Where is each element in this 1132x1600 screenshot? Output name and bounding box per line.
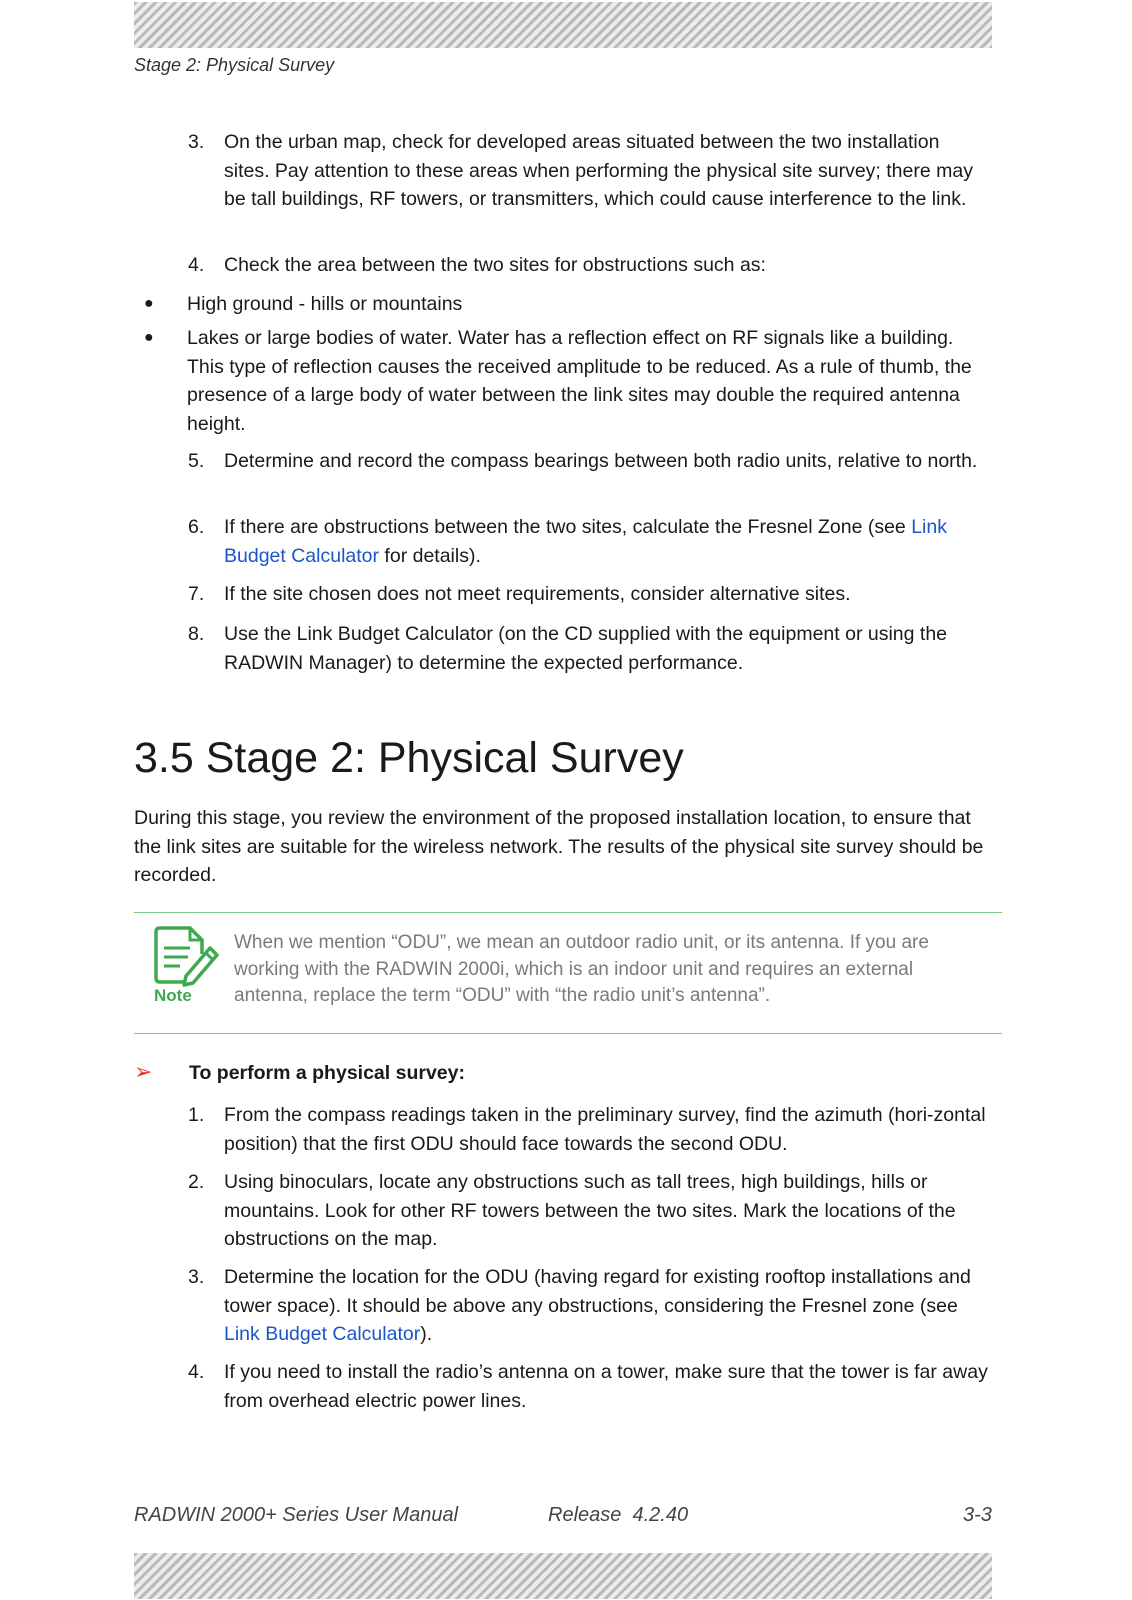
list-item [188,1168,988,1254]
list-number: 8. [188,623,205,645]
note-icon [150,924,222,1004]
bullet-icon: ● [144,329,154,346]
list-text-part: If there are obstructions between the two sites, calculate the Fresnel Zone (see [224,516,912,538]
list-item [188,1101,988,1158]
list-text-part: Determine the location for the ODU (having regard for existing rooftop installations and tower space). It should be above any obstructions, considering the Fresnel zone (see [224,1266,971,1317]
procedure-title-text: To perform a physical survey: [189,1062,465,1084]
list-number: 3. [188,131,205,153]
link-budget-calculator-link[interactable]: Link Budget Calculator [224,1323,421,1345]
section-heading: 3.5 Stage 2: Physical Survey [134,734,684,782]
list-number: 5. [188,450,205,472]
list-number: 4. [188,1361,205,1383]
list-number: 3. [188,1266,205,1288]
list-item [188,620,988,677]
list-item [188,128,988,214]
list-item [188,580,988,609]
running-header: Stage 2: Physical Survey [134,55,335,75]
note-divider [134,912,1002,913]
list-number: 1. [188,1104,205,1126]
list-text-part: ). [420,1323,433,1345]
list-text: If the site chosen does not meet requirements, consider alternative sites. [224,583,851,605]
footer-release: Release 4.2.40 [548,1504,689,1526]
list-number: 7. [188,583,205,605]
footer-hatch-bar [134,1553,992,1599]
list-number: 6. [188,516,205,538]
note-divider [134,1033,1002,1034]
list-text: On the urban map, check for developed areas situated between the two installation sites. Pay attention to these areas when performing the physical site survey; there may be tall buildings, RF towers, or transmitters, which could cause interference to the link. [224,131,973,210]
bullet-text: Lakes or large bodies of water. Water has a reflection effect on RF signals like a building. This type of reflection causes the received amplitude to be reduced. As a rule of thumb, the presence of a large body of water between the link sites may double the required antenna height. [187,327,972,435]
note-text: When we mention “ODU”, we mean an outdoor radio unit, or its antenna. If you are working with the RADWIN 2000i, which is an indoor unit and requires an external antenna, replace the term “ODU” with “the radio unit’s antenna”. [234,932,929,1006]
list-item [188,251,988,280]
footer-manual-title: RADWIN 2000+ Series User Manual [134,1504,459,1526]
note-label: Note [154,986,192,1004]
header-hatch-bar [134,2,992,48]
list-text: If you need to install the radio’s antenna on a tower, make sure that the tower is far away from overhead electric power lines. [224,1361,988,1412]
section-intro: During this stage, you review the environment of the proposed installation location, to ensure that the link sites are suitable for the wireless network. The results of the physical site survey should be recorded. [134,807,984,886]
list-text: From the compass readings taken in the preliminary survey, find the azimuth (hori-zontal position) that the first ODU should face towards the second ODU. [224,1104,986,1155]
bullet-item [144,324,988,438]
list-text [224,1263,988,1349]
list-number: 2. [188,1171,205,1193]
list-text: Use the Link Budget Calculator (on the CD supplied with the equipment or using the RADWIN Manager) to determine the expected performance. [224,623,948,674]
arrow-bullet-icon: ➢ [134,1059,153,1084]
footer-page-number: 3-3 [963,1504,992,1526]
list-text-part: for details). [379,544,481,567]
list-text [224,513,988,570]
list-text: Check the area between the two sites for obstructions such as: [224,254,766,276]
bullet-icon: ● [144,295,154,312]
list-item [188,513,988,570]
list-text: Determine and record the compass bearings between both radio units, relative to north. [224,450,978,472]
bullet-text: High ground - hills or mountains [187,293,463,315]
link-budget-calculator-link[interactable]: Link Budget Calculator [224,516,947,567]
note-pencil-icon [150,924,222,1004]
list-item [188,1263,988,1349]
list-item [188,447,988,476]
list-text: Using binoculars, locate any obstructions such as tall trees, high buildings, hills or mountains. Look for other RF towers between the two sites. Mark the locations of the obstructions on the map. [224,1171,956,1250]
bullet-item [144,290,988,319]
list-number: 4. [188,254,205,276]
list-item [188,1358,988,1415]
